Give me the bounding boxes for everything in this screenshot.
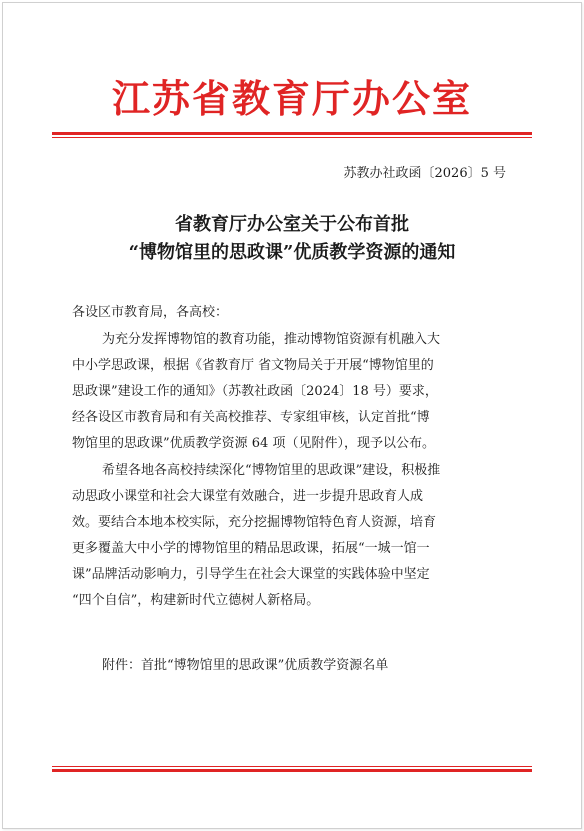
letterhead-rule-thick bbox=[52, 132, 532, 135]
paragraph1-line4: 经各设区市教育局和有关高校推荐、专家组审核，认定首批“博 bbox=[72, 410, 430, 425]
document-number: 苏教办社政函〔2026〕5 号 bbox=[343, 166, 506, 181]
paragraph1-line3: 思政课”建设工作的通知》（苏教社政函〔2024〕18 号）要求， bbox=[72, 384, 438, 399]
paragraph2-line6: “四个自信”，构建新时代立德树人新格局。 bbox=[72, 593, 320, 608]
paragraph1-line2: 中小学思政课，根据《省教育厅 省文物局关于开展“博物馆里的 bbox=[72, 358, 434, 373]
paragraph2-line2: 动思政小课堂和社会大课堂有效融合，进一步提升思政育人成 bbox=[72, 489, 424, 504]
paragraph1-line5: 物馆里的思政课”优质教学资源 64 项（见附件），现予以公布。 bbox=[72, 436, 435, 451]
attachment-note: 附件：首批“博物馆里的思政课”优质教学资源名单 bbox=[102, 658, 389, 673]
footer-rule-thick bbox=[52, 769, 532, 772]
document-title-line1: 省教育厅办公室关于公布首批 bbox=[175, 214, 409, 235]
salutation: 各设区市教育局，各高校： bbox=[72, 305, 229, 320]
letterhead-rule-thin bbox=[52, 137, 532, 138]
paragraph2-line3: 效。要结合本地本校实际，充分挖掘博物馆特色育人资源，培育 bbox=[72, 515, 437, 530]
paragraph1-line1: 为充分发挥博物馆的教育功能，推动博物馆资源有机融入大 bbox=[102, 332, 441, 347]
paragraph2-line5: 课”品牌活动影响力，引导学生在社会大课堂的实践体验中坚定 bbox=[72, 567, 430, 582]
document-title-line2: “博物馆里的思政课”优质教学资源的通知 bbox=[128, 242, 456, 263]
footer-rule-thin bbox=[52, 766, 532, 767]
paragraph2-line1: 希望各地各高校持续深化“博物馆里的思政课”建设，积极推 bbox=[102, 463, 441, 478]
letterhead-title: 江苏省教育厅办公室 bbox=[111, 76, 472, 121]
paragraph2-line4: 更多覆盖大中小学的博物馆里的精品思政课，拓展“一城一馆一 bbox=[72, 541, 430, 556]
